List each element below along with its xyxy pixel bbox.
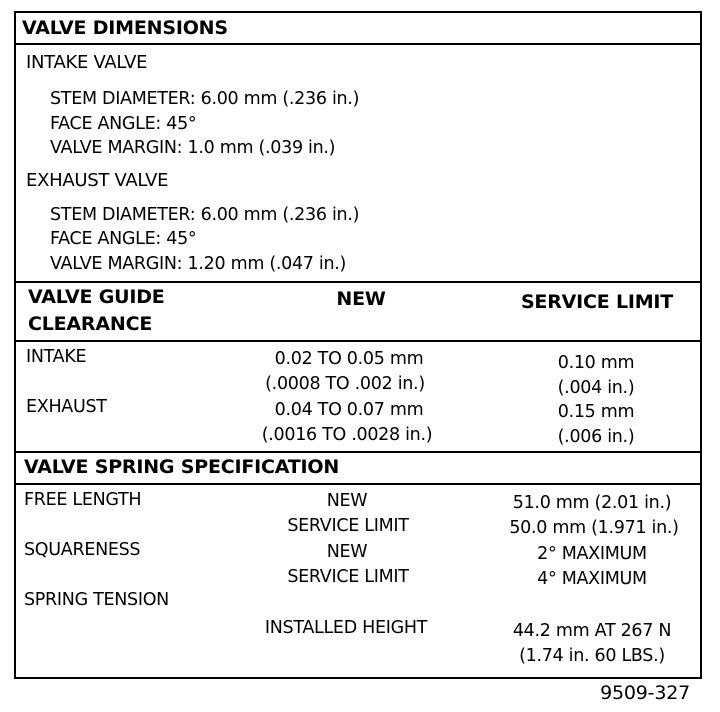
guide-title-line1: VALVE GUIDE	[28, 286, 165, 308]
squareness-new-value: 2° MAXIMUM	[537, 544, 647, 564]
free-length-limit-label: SERVICE LIMIT	[287, 516, 409, 536]
guide-intake-new-in: (.0008 TO .002 in.)	[265, 374, 425, 394]
divider	[14, 43, 702, 45]
divider	[14, 483, 702, 485]
divider	[14, 340, 702, 342]
intake-face-angle: FACE ANGLE: 45°	[50, 114, 197, 134]
intake-stem-diameter: STEM DIAMETER: 6.00 mm (.236 in.)	[50, 89, 360, 109]
divider	[14, 451, 702, 453]
section-title-valve-spring: VALVE SPRING SPECIFICATION	[24, 456, 340, 478]
spring-tension-value-lbs: (1.74 in. 60 LBS.)	[519, 646, 665, 666]
spring-tension-label: SPRING TENSION	[24, 590, 169, 610]
exhaust-valve-label: EXHAUST VALVE	[26, 170, 169, 191]
guide-exhaust-new-in: (.0016 TO .0028 in.)	[261, 425, 433, 445]
guide-exhaust-new-mm: 0.04 TO 0.07 mm	[274, 400, 424, 420]
guide-intake-new-mm: 0.02 TO 0.05 mm	[274, 349, 424, 369]
divider	[14, 281, 702, 283]
guide-title-line2: CLEARANCE	[28, 313, 153, 335]
guide-exhaust-label: EXHAUST	[26, 397, 107, 417]
spring-tension-value-mm: 44.2 mm AT 267 N	[512, 621, 672, 641]
guide-intake-limit-mm: 0.10 mm	[557, 353, 635, 373]
installed-height-label: INSTALLED HEIGHT	[264, 618, 428, 638]
figure-number: 9509-327	[600, 682, 690, 704]
guide-exhaust-limit-mm: 0.15 mm	[557, 402, 635, 422]
squareness-new-label: NEW	[326, 542, 368, 562]
squareness-limit-value: 4° MAXIMUM	[537, 569, 647, 589]
column-header-new: NEW	[336, 288, 386, 310]
free-length-label: FREE LENGTH	[24, 490, 142, 510]
intake-valve-label: INTAKE VALVE	[26, 52, 148, 73]
guide-intake-label: INTAKE	[26, 347, 87, 367]
squareness-limit-label: SERVICE LIMIT	[287, 567, 409, 587]
column-header-service-limit: SERVICE LIMIT	[520, 291, 674, 313]
guide-intake-limit-in: (.004 in.)	[557, 378, 635, 398]
free-length-new-label: NEW	[326, 491, 368, 511]
free-length-limit-value: 50.0 mm (1.971 in.)	[509, 518, 679, 538]
guide-exhaust-limit-in: (.006 in.)	[557, 427, 635, 447]
free-length-new-value: 51.0 mm (2.01 in.)	[512, 493, 672, 513]
intake-valve-margin: VALVE MARGIN: 1.0 mm (.039 in.)	[50, 138, 336, 158]
exhaust-face-angle: FACE ANGLE: 45°	[50, 229, 197, 249]
exhaust-valve-margin: VALVE MARGIN: 1.20 mm (.047 in.)	[50, 254, 347, 274]
section-title-valve-dimensions: VALVE DIMENSIONS	[22, 17, 228, 39]
squareness-label: SQUARENESS	[24, 540, 141, 560]
exhaust-stem-diameter: STEM DIAMETER: 6.00 mm (.236 in.)	[50, 205, 360, 225]
